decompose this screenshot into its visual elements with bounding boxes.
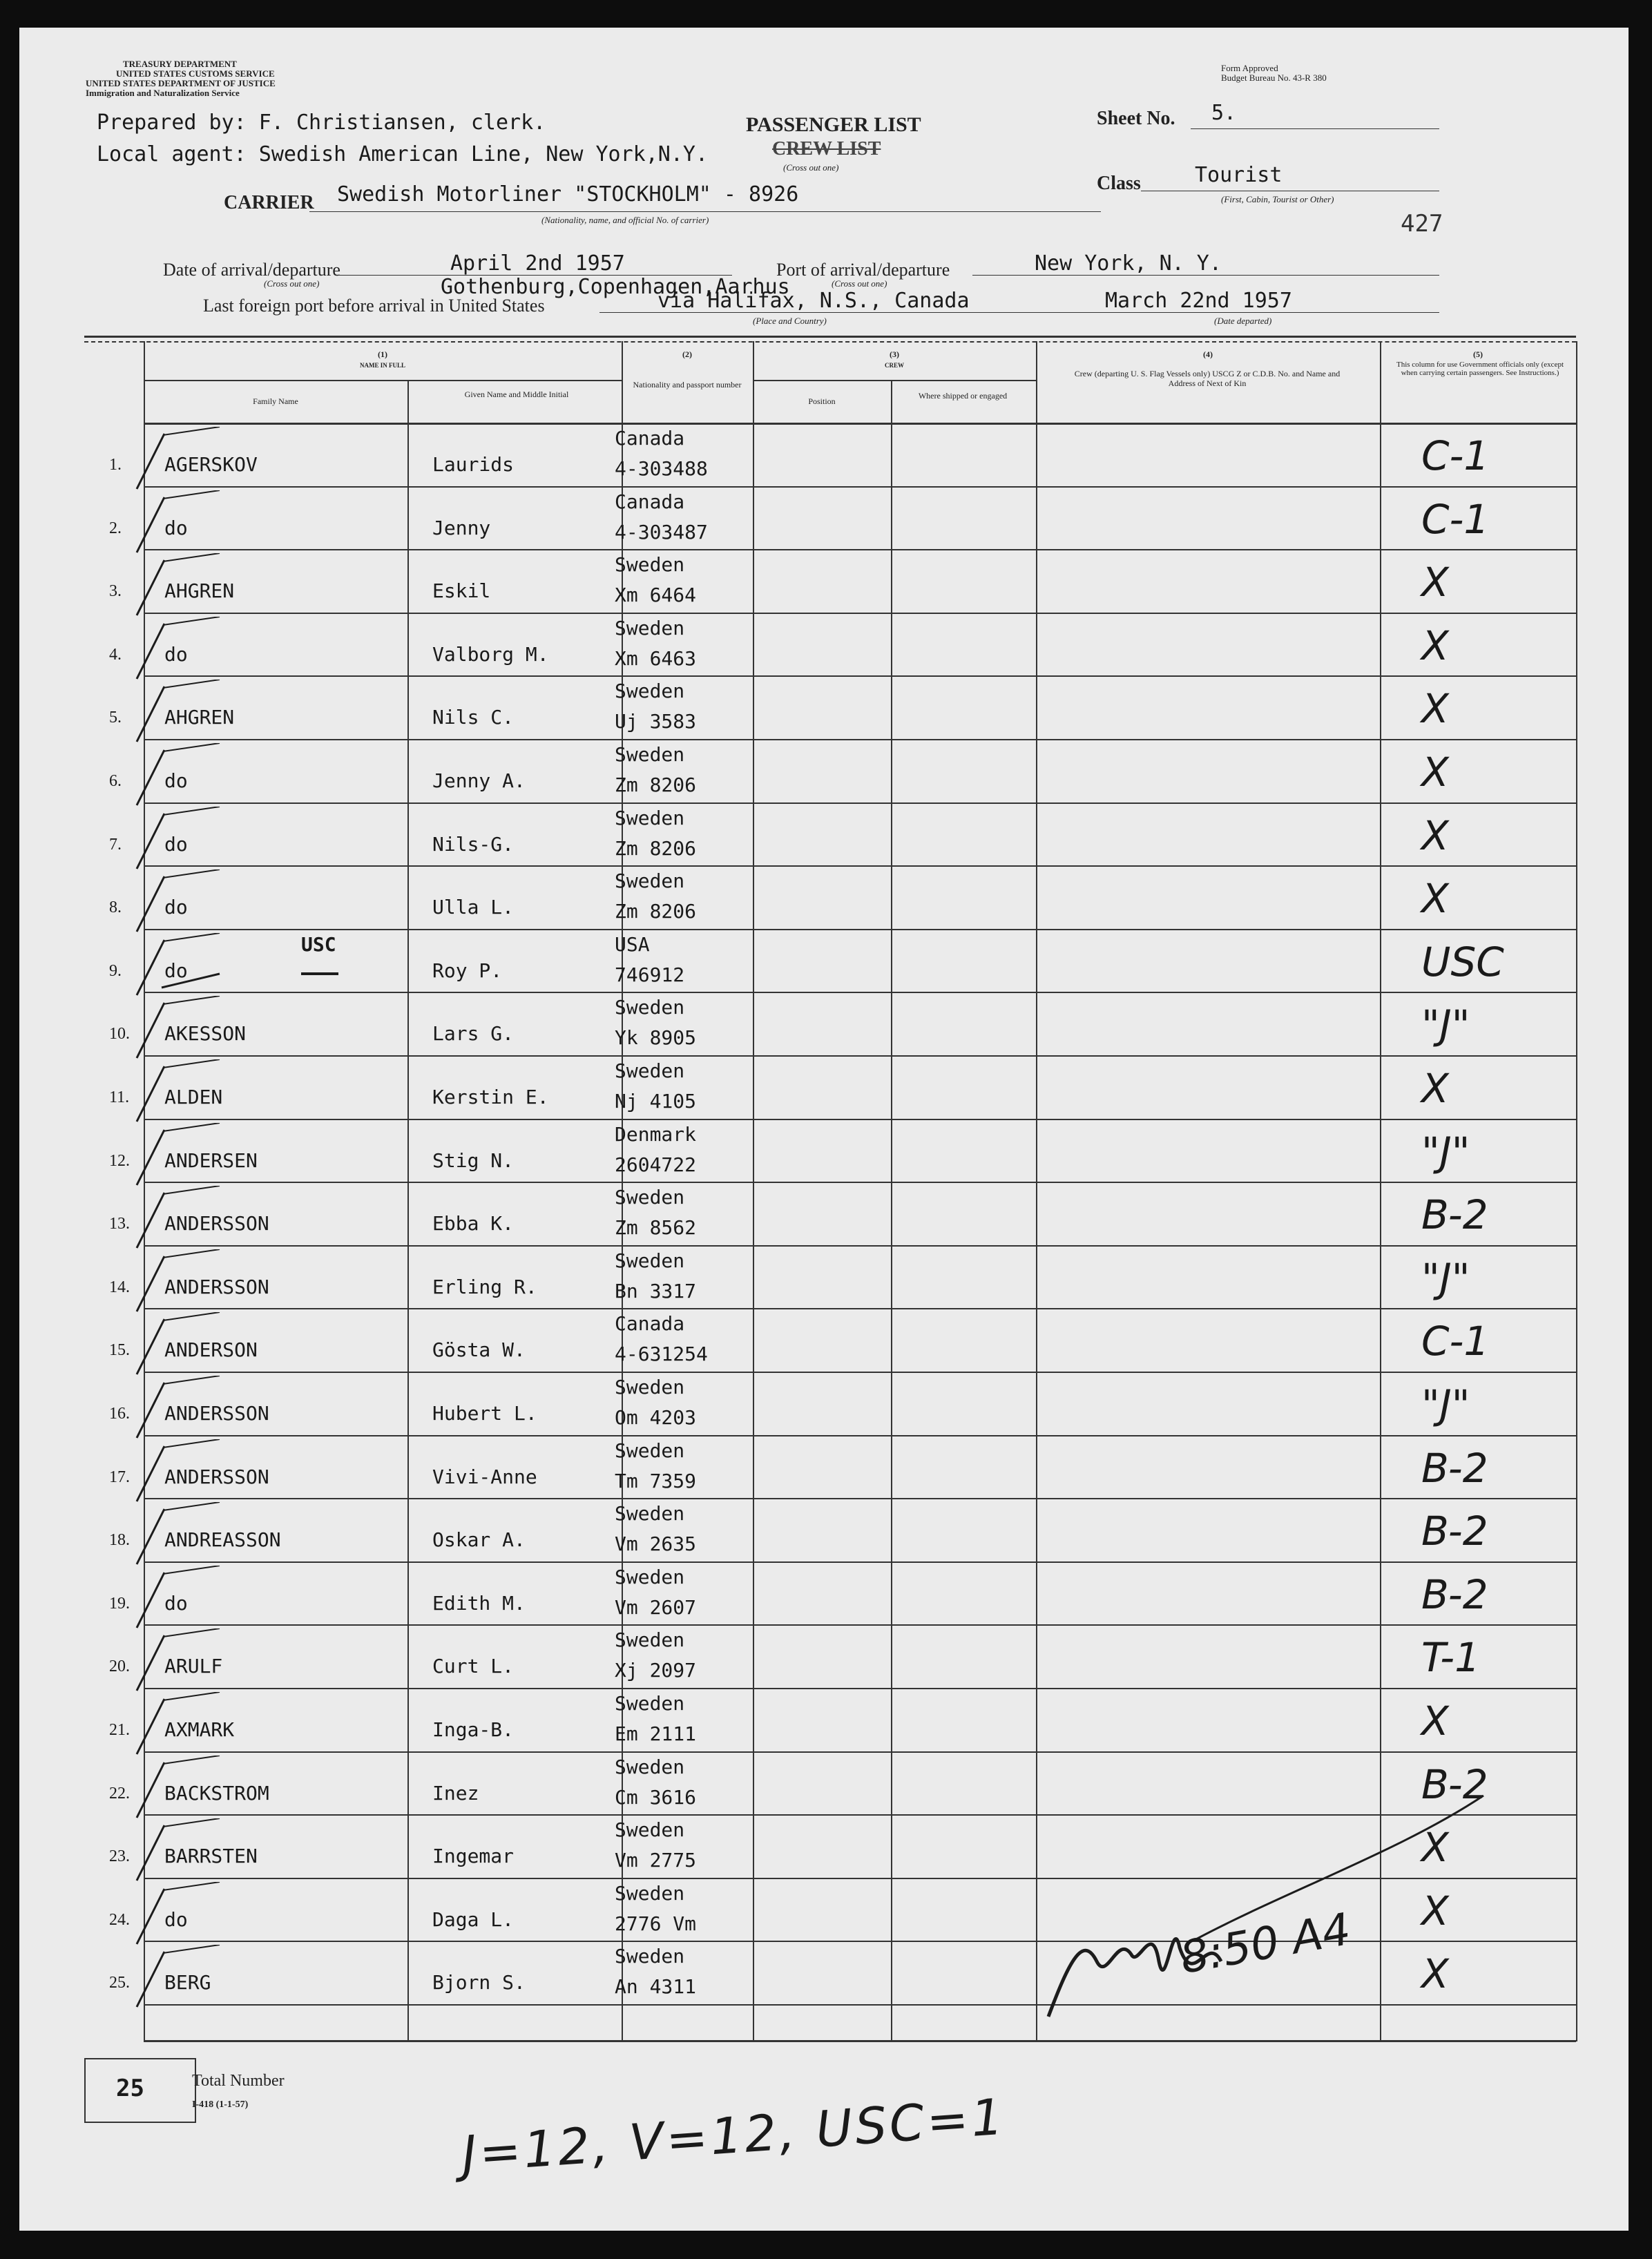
given-name: Kerstin E. xyxy=(432,1086,549,1108)
family-name: do xyxy=(164,516,188,539)
nationality: Canada xyxy=(615,1312,685,1336)
row-number: 24. xyxy=(109,1910,130,1929)
ports-line: Gothenburg,Copenhagen,Aarhus xyxy=(441,275,790,299)
port-value: New York, N. Y. xyxy=(1035,251,1222,276)
family-name: do xyxy=(164,642,188,666)
nationality: Canada xyxy=(615,427,685,450)
total-label: Total Number xyxy=(192,2072,285,2090)
class-label: Class xyxy=(1097,173,1141,194)
family-name: ALDEN xyxy=(164,1086,223,1108)
given-name: Hubert L. xyxy=(432,1402,537,1425)
given-name: Ulla L. xyxy=(432,896,515,919)
family-name: AKESSON xyxy=(164,1022,247,1046)
agency-line-2: UNITED STATES CUSTOMS SERVICE xyxy=(116,68,275,79)
row-number: 17. xyxy=(109,1468,130,1486)
official-mark: B-2 xyxy=(1421,1191,1488,1239)
family-name: BERG xyxy=(164,1971,211,1994)
manifest-page xyxy=(19,28,1629,2231)
page-number: 427 xyxy=(1401,210,1443,238)
date-cross-note: (Cross out one) xyxy=(264,278,320,289)
family-name: do xyxy=(164,769,188,792)
passport-number: Zm 8206 xyxy=(615,900,697,923)
official-mark: "J" xyxy=(1421,1254,1470,1302)
given-name: Jenny xyxy=(432,516,491,539)
row-number: 16. xyxy=(109,1405,130,1423)
nationality: Sweden xyxy=(615,553,685,577)
form-number: I-418 (1-1-57) xyxy=(192,2099,249,2110)
col-1-title: NAME IN FULL xyxy=(359,362,405,369)
row-number: 21. xyxy=(109,1721,130,1739)
official-mark: X xyxy=(1421,1950,1449,1998)
row-number: 10. xyxy=(109,1025,130,1044)
passport-number: Cm 3616 xyxy=(615,1785,697,1809)
class-value: Tourist xyxy=(1195,163,1283,187)
last-port-label: Last foreign port before arrival in United States xyxy=(203,296,545,316)
col-5-title: This column for use Government officials only (except when carrying certain passengers. See Instructions.) xyxy=(1396,361,1564,377)
col-2-number: (2) xyxy=(682,349,692,359)
passport-number: 4-303487 xyxy=(615,520,708,544)
given-name: Lars G. xyxy=(432,1022,515,1046)
given-name: Stig N. xyxy=(432,1148,515,1172)
given-name: Daga L. xyxy=(432,1907,515,1931)
family-name: AGERSKOV xyxy=(164,453,258,476)
nationality: USA xyxy=(615,932,650,956)
family-name: do xyxy=(164,1907,188,1931)
family-name: do xyxy=(164,959,188,982)
nationality: Sweden xyxy=(615,1628,685,1652)
official-mark: T-1 xyxy=(1421,1634,1480,1682)
passport-number: Uj 3583 xyxy=(615,710,697,733)
col-1-number: (1) xyxy=(378,349,387,359)
agency-line-1: TREASURY DEPARTMENT xyxy=(123,59,237,69)
col-family-name: Family Name xyxy=(253,396,298,406)
official-mark: X xyxy=(1421,1698,1449,1744)
nationality: Sweden xyxy=(615,616,685,640)
passport-number: Bn 3317 xyxy=(615,1279,697,1302)
row-number: 9. xyxy=(109,961,122,980)
inspector-time: 8:50 A4 xyxy=(1176,1903,1355,1985)
passport-number: Zm 8206 xyxy=(615,836,697,860)
passport-number: Vm 2775 xyxy=(615,1849,697,1872)
budget-bureau: Budget Bureau No. 43-R 380 xyxy=(1221,73,1327,83)
passport-number: Xm 6464 xyxy=(615,584,697,607)
nationality: Sweden xyxy=(615,1755,685,1778)
place-note: (Place and Country) xyxy=(753,316,827,326)
official-mark: USC xyxy=(1421,938,1504,986)
row-number: 4. xyxy=(109,645,122,664)
nationality: Sweden xyxy=(615,1376,685,1398)
given-name: Edith M. xyxy=(432,1591,526,1615)
sheet-number: 5. xyxy=(1211,101,1237,125)
nationality: Sweden xyxy=(615,743,685,766)
given-name: Ingemar xyxy=(432,1845,515,1868)
given-name: Gösta W. xyxy=(432,1338,526,1362)
given-name: Bjorn S. xyxy=(432,1971,526,1994)
row-number: 7. xyxy=(109,835,122,854)
family-name: ANDERSSON xyxy=(164,1275,269,1298)
given-name: Inez xyxy=(432,1781,479,1805)
row-number: 8. xyxy=(109,898,122,917)
date-value: April 2nd 1957 xyxy=(450,251,625,276)
agency-line-3: UNITED STATES DEPARTMENT OF JUSTICE xyxy=(86,78,276,88)
col-given-name: Given Name and Middle Initial xyxy=(464,390,569,399)
nationality: Sweden xyxy=(615,806,685,829)
given-name: Vivi-Anne xyxy=(432,1465,537,1488)
form-approved: Form Approved xyxy=(1221,63,1278,73)
nationality: Sweden xyxy=(615,1945,685,1968)
date-departed: March 22nd 1957 xyxy=(1105,289,1292,313)
given-name: Oskar A. xyxy=(432,1528,526,1552)
row-number: 13. xyxy=(109,1215,130,1233)
passport-number: Em 2111 xyxy=(615,1722,697,1745)
prepared-by: Prepared by: F. Christiansen, clerk. xyxy=(97,110,546,135)
given-name: Inga-B. xyxy=(432,1718,515,1741)
passport-number: 746912 xyxy=(615,963,685,986)
given-name: Nils-G. xyxy=(432,832,515,856)
row-number: 19. xyxy=(109,1594,130,1613)
family-name: ANDERSSON xyxy=(164,1212,269,1236)
nationality: Sweden xyxy=(615,1186,685,1209)
family-name: ANDERSSON xyxy=(164,1465,269,1488)
family-name: do xyxy=(164,896,188,919)
row-number: 12. xyxy=(109,1151,130,1170)
official-mark: X xyxy=(1421,1887,1449,1934)
nationality: Sweden xyxy=(615,1502,685,1526)
row-number: 18. xyxy=(109,1531,130,1550)
official-mark: C-1 xyxy=(1421,495,1490,543)
nationality: Sweden xyxy=(615,1059,685,1082)
row-number: 2. xyxy=(109,519,122,537)
given-name: Ebba K. xyxy=(432,1212,515,1236)
passport-number: Vm 2607 xyxy=(615,1595,697,1619)
col-3-number: (3) xyxy=(890,349,899,359)
passport-number: Nj 4105 xyxy=(615,1090,697,1113)
nationality: Denmark xyxy=(615,1122,697,1146)
nationality: Sweden xyxy=(615,1881,685,1905)
col-where-shipped: Where shipped or engaged xyxy=(918,391,1008,401)
official-mark: X xyxy=(1421,622,1449,669)
row-number: 6. xyxy=(109,772,122,790)
passport-number: Zm 8562 xyxy=(615,1216,697,1240)
official-mark: B-2 xyxy=(1421,1570,1488,1618)
row-number: 20. xyxy=(109,1657,130,1676)
official-mark: "J" xyxy=(1421,1381,1470,1428)
family-name: do xyxy=(164,832,188,856)
passport-number: 2604722 xyxy=(615,1153,697,1176)
nationality: Sweden xyxy=(615,869,685,893)
row-number: 3. xyxy=(109,582,122,601)
official-mark: X xyxy=(1421,749,1449,796)
row-number: 15. xyxy=(109,1341,130,1360)
passport-number: An 4311 xyxy=(615,1975,697,1999)
official-mark: B-2 xyxy=(1421,1508,1488,1555)
col-nationality: Nationality and passport number xyxy=(633,380,742,390)
nationality: Sweden xyxy=(615,1565,685,1588)
official-mark: X xyxy=(1421,1065,1449,1112)
official-mark: B-2 xyxy=(1421,1444,1488,1492)
family-name: ANDERSSON xyxy=(164,1402,269,1425)
passport-number: 2776 Vm xyxy=(615,1912,697,1935)
inspector-signature xyxy=(19,28,1629,2231)
carrier-note: (Nationality, name, and official No. of carrier) xyxy=(541,215,709,225)
given-name: Roy P. xyxy=(432,959,503,982)
given-name: Valborg M. xyxy=(432,642,549,666)
passport-number: Om 4203 xyxy=(615,1406,697,1429)
total-value: 25 xyxy=(116,2075,144,2102)
col-5-number: (5) xyxy=(1473,349,1483,359)
given-name: Eskil xyxy=(432,579,491,603)
family-name: BARRSTEN xyxy=(164,1845,258,1868)
passport-number: 4-303488 xyxy=(615,457,708,480)
given-name: Nils C. xyxy=(432,706,515,729)
given-name: Laurids xyxy=(432,453,515,476)
official-mark: X xyxy=(1421,1824,1449,1872)
last-port-value: via Halifax, N.S., Canada xyxy=(657,289,970,313)
family-name: BACKSTROM xyxy=(164,1781,269,1805)
date-label: Date of arrival/departure xyxy=(163,260,340,280)
nationality: Sweden xyxy=(615,1439,685,1462)
family-name: AXMARK xyxy=(164,1718,235,1741)
passport-number: Tm 7359 xyxy=(615,1469,697,1492)
row-number: 14. xyxy=(109,1278,130,1296)
row-number: 5. xyxy=(109,709,122,727)
family-name: ANDREASSON xyxy=(164,1528,281,1552)
given-name: Erling R. xyxy=(432,1275,537,1298)
official-mark: C-1 xyxy=(1421,1318,1490,1365)
official-mark: X xyxy=(1421,875,1449,923)
nationality: Sweden xyxy=(615,1818,685,1842)
official-mark: X xyxy=(1421,811,1449,859)
tally-note: J=12, V=12, USC=1 xyxy=(460,2087,1008,2184)
col-position: Position xyxy=(808,396,836,406)
nationality: Sweden xyxy=(615,1249,685,1272)
nationality: Sweden xyxy=(615,1692,685,1715)
nationality: Sweden xyxy=(615,680,685,703)
carrier-value: Swedish Motorliner "STOCKHOLM" - 8926 xyxy=(337,182,799,206)
cross-out-note: (Cross out one) xyxy=(783,162,839,173)
col-4-title: Crew (departing U. S. Flag Vessels only) USCG Z or C.D.B. No. and Name and Address of Next of Kin xyxy=(1074,369,1341,388)
official-mark: B-2 xyxy=(1421,1760,1488,1808)
family-name: AHGREN xyxy=(164,706,235,729)
family-name: ANDERSON xyxy=(164,1338,258,1362)
class-note: (First, Cabin, Tourist or Other) xyxy=(1221,194,1334,204)
carrier-label: CARRIER xyxy=(224,192,314,213)
row-number: 11. xyxy=(109,1088,130,1106)
official-mark: "J" xyxy=(1421,1001,1470,1049)
passport-number: Yk 8905 xyxy=(615,1026,697,1050)
family-name: ARULF xyxy=(164,1655,223,1678)
family-name: ANDERSEN xyxy=(164,1148,258,1172)
given-name: Curt L. xyxy=(432,1655,515,1678)
agency-line-4: Immigration and Naturalization Service xyxy=(86,88,240,98)
nationality: Sweden xyxy=(615,996,685,1019)
official-mark: C-1 xyxy=(1421,432,1490,479)
passport-number: Zm 8206 xyxy=(615,773,697,796)
passport-number: 4-631254 xyxy=(615,1343,708,1366)
port-cross-note: (Cross out one) xyxy=(832,278,887,289)
passport-number: Xj 2097 xyxy=(615,1659,697,1682)
family-name: do xyxy=(164,1591,188,1615)
date-departed-note: (Date departed) xyxy=(1214,316,1272,326)
port-label: Port of arrival/departure xyxy=(776,260,950,280)
col-4-number: (4) xyxy=(1203,349,1213,359)
row-number: 25. xyxy=(109,1974,130,1992)
local-agent: Local agent: Swedish American Line, New York,N.Y. xyxy=(97,142,709,166)
official-mark: X xyxy=(1421,685,1449,733)
col-3-title: CREW xyxy=(884,362,904,369)
list-title: PASSENGER LIST xyxy=(746,113,921,136)
passport-number: Vm 2635 xyxy=(615,1532,697,1556)
official-mark: "J" xyxy=(1421,1128,1470,1175)
row-number: 22. xyxy=(109,1784,130,1803)
passport-number: Xm 6463 xyxy=(615,646,697,670)
crew-list-struck: CREW LIST xyxy=(772,138,881,160)
sheet-label: Sheet No. xyxy=(1097,108,1175,129)
row-number: 1. xyxy=(109,456,122,474)
row-number: 23. xyxy=(109,1847,130,1866)
given-name: Jenny A. xyxy=(432,769,526,792)
citizen-note: USC xyxy=(301,932,336,956)
family-name: AHGREN xyxy=(164,579,235,603)
official-mark: X xyxy=(1421,559,1449,606)
nationality: Canada xyxy=(615,490,685,513)
